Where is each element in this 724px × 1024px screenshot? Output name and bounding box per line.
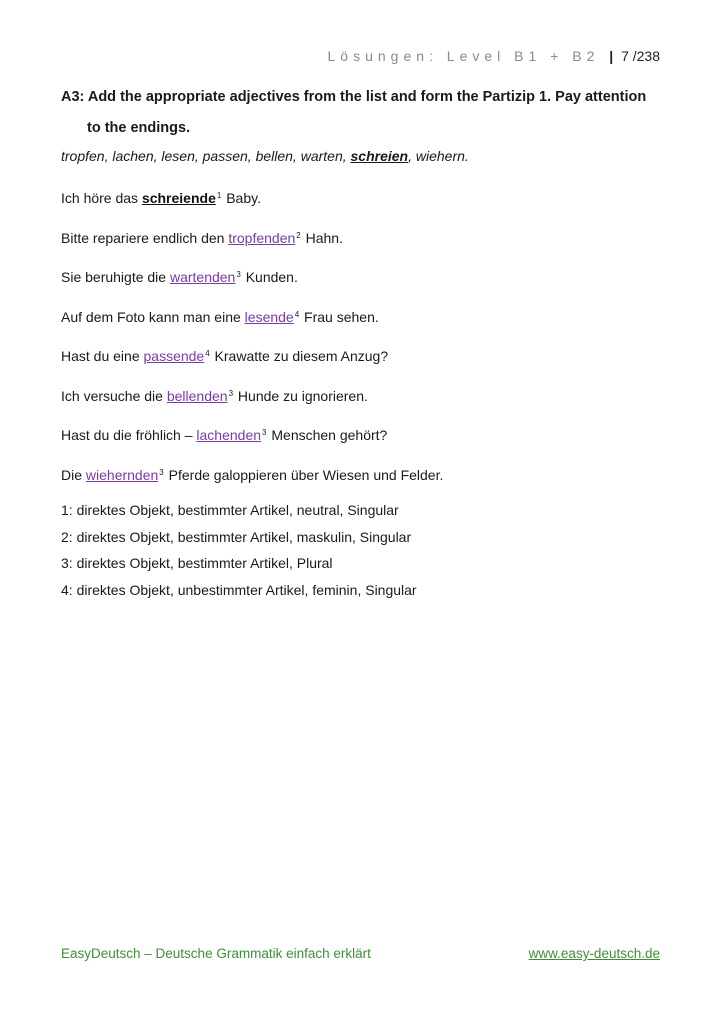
- sentence-pre: Die: [61, 466, 86, 483]
- sentence-post: Pferde galoppieren über Wiesen und Felder.: [164, 466, 444, 483]
- sentence-5: [61, 348, 443, 388]
- sentence-answer: wartenden: [169, 269, 236, 285]
- sentence-post: Menschen gehört?: [267, 427, 388, 443]
- sentence-post: Hunde zu ignorieren.: [234, 387, 368, 404]
- sentence-post: Krawatte zu diesem Anzug?: [210, 348, 389, 364]
- sentence-pre: Sie beruhigte die: [61, 269, 170, 285]
- header-title: Lösungen: Level B1 + B2: [327, 48, 600, 64]
- task-instruction: [61, 82, 671, 144]
- footnote-1: 1: direktes Objekt, bestimmter Artikel, neutral, Singular: [61, 502, 399, 518]
- sentence-1: [61, 190, 443, 230]
- footnote-marker: 2: [296, 230, 301, 240]
- footnote-marker: 3: [262, 428, 267, 437]
- header-separator: |: [609, 48, 614, 64]
- footnote-2: 2: direktes Objekt, bestimmter Artikel, maskulin, Singular: [61, 528, 412, 545]
- word-list-after: , wiehern.: [408, 148, 469, 164]
- sentence-pre: Hast du die fröhlich –: [61, 427, 197, 443]
- sentence-answer: bellenden: [166, 387, 228, 404]
- task-line-1: A3: Add the appropriate adjectives from the list and form the Partizip 1. Pay attention: [61, 89, 647, 105]
- footnote-marker: 4: [294, 309, 300, 319]
- sentence-pre: Ich versuche die: [61, 387, 167, 404]
- sentence-answer: schreiende: [141, 190, 216, 206]
- sentence-answer: wiehernden: [85, 466, 159, 483]
- sentence-8: [61, 467, 443, 507]
- sentence-2: [61, 230, 443, 270]
- footnote-marker: 3: [159, 467, 164, 477]
- page-header: [328, 48, 660, 64]
- sentence-post: Hahn.: [301, 229, 343, 246]
- sentence-3: [61, 269, 443, 309]
- footnotes: [61, 502, 417, 608]
- sentence-answer: lachenden: [196, 427, 262, 443]
- sentence-post: Baby.: [222, 190, 261, 206]
- footnote-3: 3: direktes Objekt, bestimmter Artikel, Plural: [61, 555, 333, 571]
- sentence-pre: Ich höre das: [61, 190, 142, 206]
- sentence-4: [61, 309, 443, 349]
- sentence-pre: Hast du eine: [61, 348, 144, 364]
- footnote-marker: 3: [228, 388, 234, 398]
- exercise-sentences: [61, 190, 443, 506]
- sentence-pre: Bitte repariere endlich den: [61, 229, 229, 246]
- page-number: 7 /238: [621, 48, 660, 64]
- sentence-answer: tropfenden: [228, 229, 296, 246]
- sentence-answer: passende: [143, 348, 205, 364]
- footer-link[interactable]: www.easy-deutsch.de: [528, 946, 660, 961]
- task-line-2: to the endings.: [87, 120, 191, 136]
- word-list-highlight: schreien: [350, 148, 409, 164]
- sentence-post: Frau sehen.: [300, 308, 379, 325]
- footnote-marker: 3: [236, 270, 241, 279]
- footnote-marker: 1: [216, 191, 222, 200]
- word-list: [61, 148, 469, 164]
- footer-brand: EasyDeutsch – Deutsche Grammatik einfach erklärt: [61, 946, 371, 961]
- sentence-6: [61, 388, 443, 428]
- word-list-before: tropfen, lachen, lesen, passen, bellen, warten,: [61, 148, 351, 164]
- sentence-answer: lesende: [244, 308, 294, 325]
- footnote-marker: 4: [205, 349, 210, 358]
- sentence-post: Kunden.: [241, 269, 298, 285]
- sentence-pre: Auf dem Foto kann man eine: [61, 308, 245, 325]
- footnote-4: 4: direktes Objekt, unbestimmter Artikel, feminin, Singular: [61, 581, 417, 598]
- sentence-7: [61, 427, 443, 467]
